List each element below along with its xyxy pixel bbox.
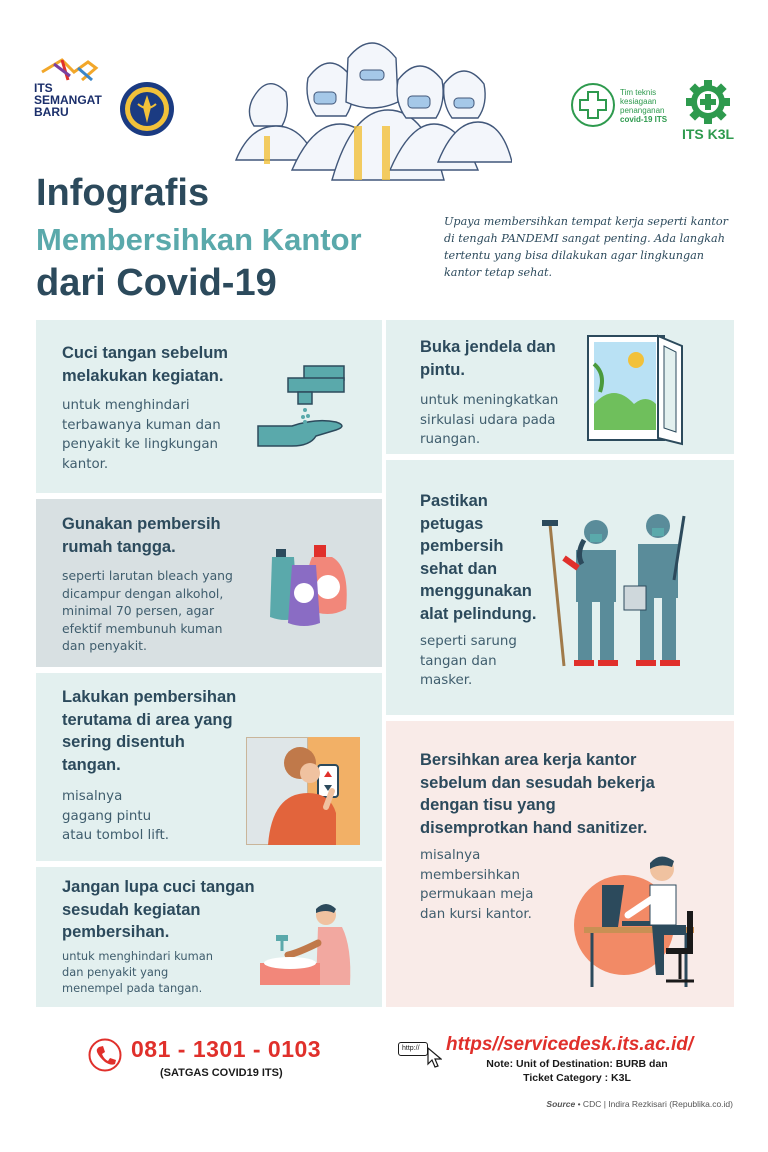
card-heading	[62, 342, 228, 387]
servicedesk-link[interactable]: https//servicedesk.its.ac.id/	[446, 1034, 694, 1055]
elevator-button-icon	[246, 737, 360, 845]
card-heading	[420, 490, 536, 625]
body-line: dan penyakit.	[62, 638, 147, 653]
title-line2: Membersihkan Kantor	[36, 222, 362, 257]
hotline-caption: (SATGAS COVID19 ITS)	[160, 1067, 283, 1079]
hotline-number[interactable]: 081 - 1301 - 0103	[131, 1036, 322, 1062]
heading-line: sebelum dan sesudah bekerja	[420, 773, 655, 792]
heading-line: petugas	[420, 514, 484, 533]
body-line: minimal 70 persen, agar	[62, 603, 215, 618]
body-line: efektif membunuh kuman	[62, 620, 223, 636]
body-line: untuk menghindari kuman	[62, 949, 213, 963]
heading-line: dengan tisu yang	[420, 796, 556, 814]
covid-team-text-regular: Tim teknis kesiagaan penanganan	[620, 88, 665, 115]
card-body	[62, 567, 233, 655]
title-line1: Infografis	[36, 172, 210, 214]
university-seal-icon	[118, 80, 176, 138]
medical-cross-icon	[570, 82, 616, 128]
intro-text: Upaya membersihkan tempat kerja seperti kantor di tengah PANDEMI sangat penting. Ada langkah tertentu yang bisa dilakukan agar lingkungan kantor tetap sehat.	[444, 215, 728, 279]
body-line: gagang pintu	[62, 808, 152, 824]
heading-line: pembersihan.	[62, 923, 170, 941]
card-heading	[62, 513, 221, 558]
heading-line: tangan.	[62, 755, 121, 774]
card-wash-hands-after	[36, 867, 382, 1007]
frontline-workers-illustration	[222, 40, 512, 190]
source-label: Source	[546, 1099, 576, 1109]
body-line: tangan dan	[420, 653, 497, 669]
servicedesk-note	[472, 1057, 682, 1085]
open-window-icon	[586, 334, 686, 446]
covid-team-logo	[570, 82, 674, 130]
body-line: untuk menghindari	[62, 398, 190, 413]
title-line3: dari Covid-19	[36, 262, 277, 304]
its-logo-line3: BARU	[34, 105, 69, 119]
washing-hands-sink-icon	[260, 903, 360, 985]
body-line: penyakit ke lingkungan	[62, 437, 219, 453]
url-box-icon	[398, 1040, 444, 1068]
phone-icon	[88, 1038, 122, 1072]
heading-line: menggunakan	[420, 582, 532, 600]
heading-line: Jangan lupa cuci tangan	[62, 878, 255, 896]
body-line: permukaan meja	[420, 887, 534, 903]
body-line: menempel pada tangan.	[62, 980, 203, 995]
card-heading	[62, 686, 236, 776]
heading-line: Gunakan pembersih	[62, 515, 221, 533]
body-line: dan kursi kantor.	[420, 906, 532, 922]
card-body	[62, 787, 169, 846]
card-clean-desk	[386, 721, 734, 1007]
source-text: • CDC | Indira Rezkisari (Republika.co.id)	[575, 1099, 733, 1109]
covid-team-text-bold: covid-19 ITS	[620, 115, 668, 124]
heading-line: pintu.	[420, 360, 465, 379]
card-body	[420, 846, 533, 924]
card-body	[62, 396, 221, 474]
heading-line: alat pelindung.	[420, 604, 537, 623]
card-heading	[420, 749, 655, 839]
covid-team-text	[620, 88, 684, 124]
heading-line: sering disentuh	[62, 733, 185, 751]
card-body	[62, 949, 213, 996]
body-line: seperti sarung	[420, 634, 517, 649]
card-heading	[420, 336, 556, 381]
its-k3l-logo	[678, 80, 738, 142]
gear-cross-icon	[678, 80, 738, 126]
body-line: ruangan.	[420, 432, 481, 448]
card-heading	[62, 876, 255, 944]
heading-line: pembersih	[420, 537, 504, 555]
cleaning-bottles-icon	[268, 543, 356, 627]
heading-line: Lakukan pembersihan	[62, 688, 237, 706]
card-wash-hands-before	[36, 320, 382, 493]
heading-line: Buka jendela dan	[420, 338, 556, 356]
body-line: misalnya	[420, 848, 481, 863]
cursor-icon	[426, 1046, 442, 1068]
body-line: kantor.	[62, 456, 109, 472]
heading-line: sehat dan	[420, 559, 498, 578]
heading-line: sesudah kegiatan	[62, 900, 201, 919]
card-healthy-cleaner	[386, 460, 734, 715]
card-high-touch-areas	[36, 673, 382, 861]
card-open-window	[386, 320, 734, 454]
source-credit	[546, 1099, 733, 1109]
body-line: seperti larutan bleach yang	[62, 568, 233, 583]
its-logo-line2: SEMANGAT	[34, 93, 102, 107]
heading-line: Pastikan	[420, 492, 488, 510]
office-worker-desk-icon	[572, 855, 712, 991]
heading-line: Bersihkan area kerja kantor	[420, 751, 637, 769]
body-line: misalnya	[62, 789, 123, 804]
note-line: Ticket Category : K3L	[523, 1072, 631, 1084]
body-line: sirkulasi udara pada	[420, 412, 556, 428]
body-line: atau tombol lift.	[62, 828, 169, 844]
k3l-label: ITS K3L	[681, 126, 735, 142]
heading-line: rumah tangga.	[62, 537, 176, 556]
heading-line: terutama di area yang	[62, 710, 233, 729]
heading-line: disemprotkan hand sanitizer.	[420, 818, 648, 837]
heading-line: melakukan kegiatan.	[62, 366, 224, 385]
its-logo	[34, 58, 116, 119]
url-box-text: http://	[398, 1042, 428, 1056]
its-logo-line1: ITS	[34, 81, 53, 95]
cleaning-workers-icon	[536, 510, 696, 670]
note-line: Note: Unit of Destination: BURB dan	[486, 1058, 668, 1070]
body-line: dan penyakit yang	[62, 964, 169, 979]
body-line: membersihkan	[420, 867, 520, 883]
body-line: dicampur dengan alkohol,	[62, 585, 224, 601]
card-body	[420, 391, 558, 450]
body-line: terbawanya kuman dan	[62, 417, 221, 433]
heading-line: Cuci tangan sebelum	[62, 344, 228, 362]
body-line: untuk meningkatkan	[420, 393, 559, 408]
faucet-hand-icon	[256, 364, 352, 458]
card-household-cleaner	[36, 499, 382, 667]
body-line: masker.	[420, 673, 473, 689]
card-body	[420, 632, 517, 691]
